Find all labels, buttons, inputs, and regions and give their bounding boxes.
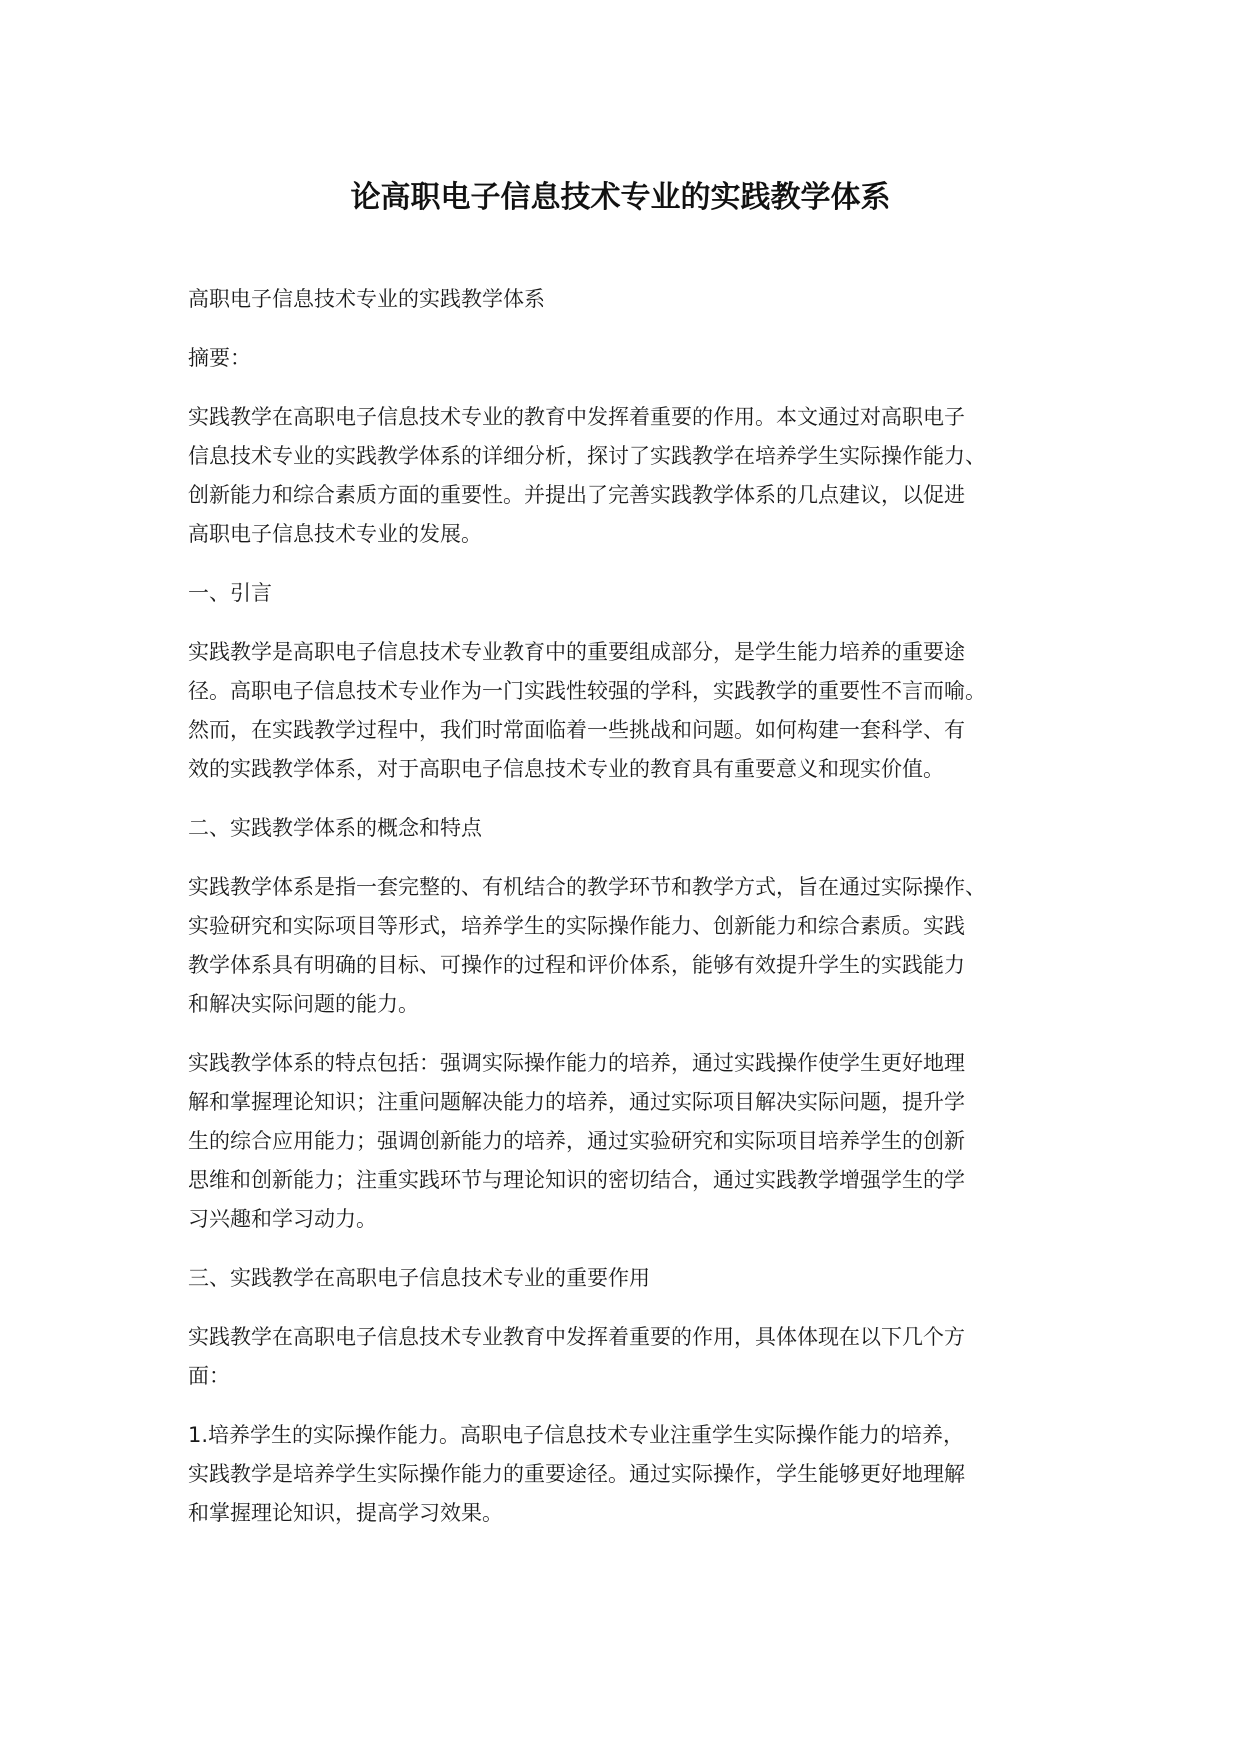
paragraph xyxy=(188,868,1068,1024)
paragraph xyxy=(188,280,1068,319)
text-line: 高职电子信息技术专业的实践教学体系 xyxy=(188,287,545,311)
text-line: 1.培养学生的实际操作能力。高职电子信息技术专业注重学生实际操作能力的培养， xyxy=(188,1423,965,1447)
text-line: 和解决实际问题的能力。 xyxy=(188,992,419,1016)
text-line: 解和掌握理论知识；注重问题解决能力的培养，通过实际项目解决实际问题，提升学 xyxy=(188,1090,965,1114)
paragraph xyxy=(188,633,1068,789)
text-line: 实践教学体系的特点包括：强调实际操作能力的培养，通过实践操作使学生更好地理 xyxy=(188,1051,965,1075)
text-line: 实践教学在高职电子信息技术专业的教育中发挥着重要的作用。本文通过对高职电子 xyxy=(188,405,965,429)
paragraph xyxy=(188,1318,1068,1396)
paragraph xyxy=(188,1259,1068,1298)
document-body xyxy=(188,280,1068,1553)
text-line: 二、实践教学体系的概念和特点 xyxy=(188,816,482,840)
text-line: 思维和创新能力；注重实践环节与理论知识的密切结合，通过实践教学增强学生的学 xyxy=(188,1168,965,1192)
paragraph xyxy=(188,1416,1068,1533)
text-line: 效的实践教学体系，对于高职电子信息技术专业的教育具有重要意义和现实价值。 xyxy=(188,757,944,781)
text-line: 然而，在实践教学过程中，我们时常面临着一些挑战和问题。如何构建一套科学、有 xyxy=(188,718,965,742)
text-line: 高职电子信息技术专业的发展。 xyxy=(188,522,482,546)
text-line: 面： xyxy=(188,1364,230,1388)
text-line: 一、引言 xyxy=(188,581,272,605)
text-line: 习兴趣和学习动力。 xyxy=(188,1207,377,1231)
document-title: 论高职电子信息技术专业的实践教学体系 xyxy=(350,180,891,215)
text-line: 实践教学体系是指一套完整的、有机结合的教学环节和教学方式，旨在通过实际操作、 xyxy=(188,875,986,899)
text-line: 摘要： xyxy=(188,346,251,370)
text-line: 实践教学在高职电子信息技术专业教育中发挥着重要的作用，具体体现在以下几个方 xyxy=(188,1325,965,1349)
text-line: 三、实践教学在高职电子信息技术专业的重要作用 xyxy=(188,1266,650,1290)
text-line: 实践教学是高职电子信息技术专业教育中的重要组成部分，是学生能力培养的重要途 xyxy=(188,640,965,664)
text-line: 和掌握理论知识，提高学习效果。 xyxy=(188,1501,503,1525)
paragraph xyxy=(188,574,1068,613)
text-line: 创新能力和综合素质方面的重要性。并提出了完善实践教学体系的几点建议，以促进 xyxy=(188,483,965,507)
text-line: 信息技术专业的实践教学体系的详细分析，探讨了实践教学在培养学生实际操作能力、 xyxy=(188,444,986,468)
paragraph xyxy=(188,339,1068,378)
text-line: 教学体系具有明确的目标、可操作的过程和评价体系，能够有效提升学生的实践能力 xyxy=(188,953,965,977)
paragraph xyxy=(188,398,1068,554)
text-line: 实践教学是培养学生实际操作能力的重要途径。通过实际操作，学生能够更好地理解 xyxy=(188,1462,965,1486)
text-line: 生的综合应用能力；强调创新能力的培养，通过实验研究和实际项目培养学生的创新 xyxy=(188,1129,965,1153)
paragraph xyxy=(188,809,1068,848)
paragraph xyxy=(188,1044,1068,1239)
text-line: 实验研究和实际项目等形式，培养学生的实际操作能力、创新能力和综合素质。实践 xyxy=(188,914,965,938)
text-line: 径。高职电子信息技术专业作为一门实践性较强的学科，实践教学的重要性不言而喻。 xyxy=(188,679,986,703)
